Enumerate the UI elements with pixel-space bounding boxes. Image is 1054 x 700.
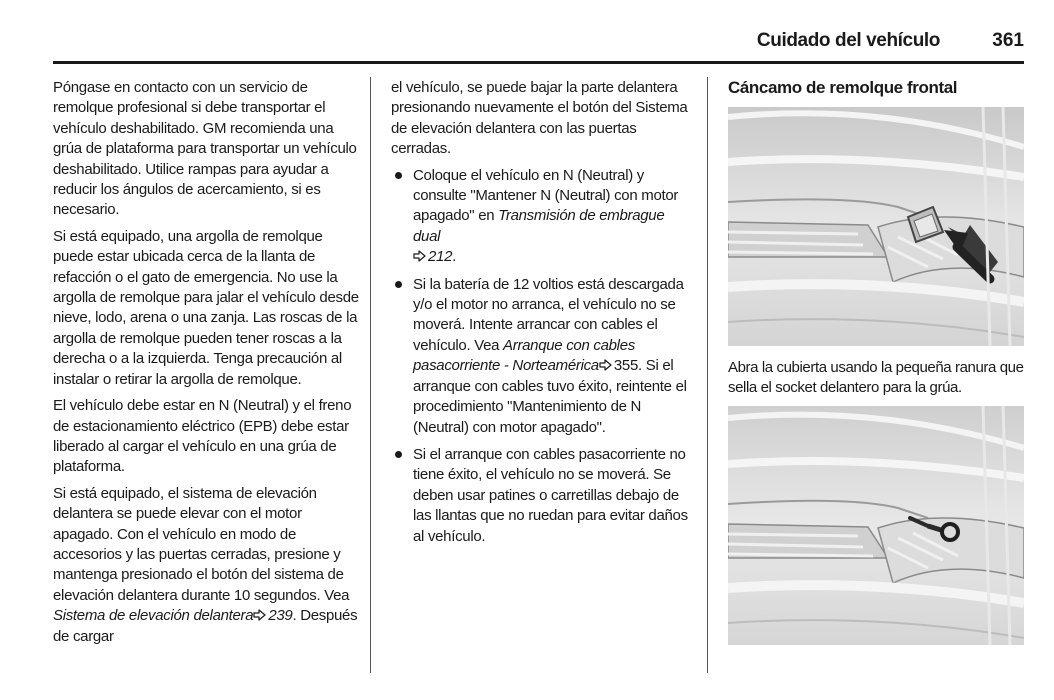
reference-page-number: 239 [268, 607, 293, 625]
bullet-icon [395, 281, 402, 288]
reference-page-number: 355 [613, 357, 638, 375]
page-reference-icon [599, 359, 613, 371]
list-item [391, 275, 693, 438]
page-reference-icon [413, 250, 427, 262]
page-section-title: Cuidado del vehículo [756, 30, 940, 51]
header-rule [53, 61, 1024, 64]
column-divider-right [707, 77, 708, 673]
paragraph: Póngase en contacto con un servicio de remolque profesional si debe transportar el vehículo deshabilitado. GM recomienda una grúa de plataforma para transportar un vehículo deshabilitado. Utilice rampas para ayudar a reducir los ángulos de acercamiento, si es necesario. [53, 79, 357, 219]
list-item-text: . Si el arranque con cables tuvo éxito, reintente el procedimiento "Mantenimiento de N (Neutral) con motor apagado". [413, 357, 687, 436]
front-bumper-tow-cover-illustration [728, 107, 1024, 346]
list-item-text: Coloque el vehículo en N (Neutral) y consulte "Mantener N (Neutral) con motor apagado" en [413, 166, 679, 225]
column-left [53, 78, 359, 653]
list-item [391, 166, 693, 268]
page-reference-icon [253, 609, 267, 621]
column-divider-left [370, 77, 371, 673]
paragraph-text: Si está equipado, el sistema de elevación delantera se puede elevar con el motor apagado. Con el vehículo en modo de accesorios y las puertas cerradas, presione y mantenga presionado el botón del sistema de elevación delantera durante 10 segundos. Vea [53, 484, 350, 604]
front-tow-eye-installed-illustration [728, 406, 1024, 645]
paragraph [53, 484, 359, 647]
paragraph-text: . Después de cargar [53, 607, 358, 645]
column-middle [391, 78, 693, 554]
bullet-icon [395, 451, 402, 458]
paragraph: el vehículo, se puede bajar la parte delantera presionando nuevamente el botón del Sistema de elevación delantera con las puertas cerradas. [391, 79, 688, 158]
bullet-icon [395, 172, 402, 179]
figure-caption: Abra la cubierta usando la pequeña ranura que sella el socket delantero para la grúa. [728, 359, 1024, 397]
bullet-list [391, 166, 693, 547]
list-item [391, 445, 693, 547]
cross-reference-link[interactable]: Arranque con cables pasacorriente - Norteamérica [413, 336, 635, 375]
cross-reference-link[interactable]: Transmisión de embrague dual [413, 207, 665, 245]
paragraph: El vehículo debe estar en N (Neutral) y el freno de estacionamiento eléctrico (EPB) debe estar liberado al cargar el vehículo en una grúa de plataforma. [53, 397, 352, 476]
cross-reference-link[interactable]: Sistema de elevación delantera [53, 607, 254, 625]
list-item-text: Si el arranque con cables pasacorriente no tiene éxito, el vehículo no se moverá. Se deben usar patines o carretillas debajo de las llantas que no ruedan para evitar daños al vehículo. [413, 445, 688, 545]
paragraph: Si está equipado, una argolla de remolque puede estar ubicada cerca de la llanta de refacción o el gato de emergencia. No use la argolla de remolque para jalar el vehículo desde nieve, lodo, arena o una zanja. Las roscas de la argolla de remolque pueden tener roscas a la derecha o a la izquierda. Tenga precaución al instalar o retirar la argolla de remolque. [53, 227, 359, 388]
section-heading: Cáncamo de remolque frontal [728, 78, 958, 97]
reference-page-number: 212 [428, 248, 453, 266]
list-item-text: Si la batería de 12 voltios está descargada y/o el motor no arranca, el vehículo no se moverá. Intente arrancar con cables el vehículo. Vea [413, 275, 684, 354]
list-item-text: . [452, 248, 457, 266]
page-number: 361 [992, 30, 1024, 51]
